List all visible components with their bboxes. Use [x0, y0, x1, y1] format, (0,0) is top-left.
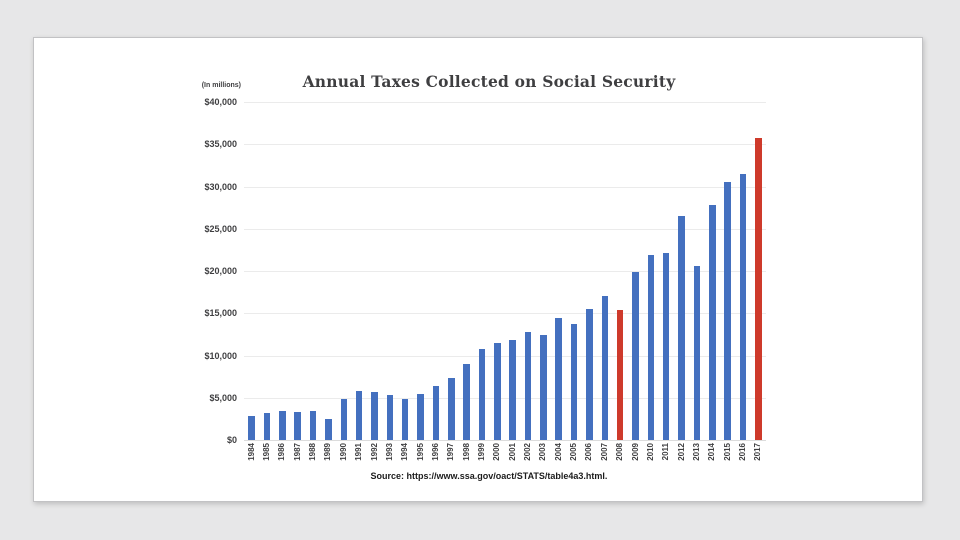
bar-1988	[310, 411, 317, 440]
gridline	[244, 398, 766, 399]
x-axis-tick-label: 1996	[430, 443, 440, 461]
x-axis-baseline	[244, 440, 766, 441]
bar-2013	[694, 266, 701, 440]
gridline	[244, 229, 766, 230]
x-axis-tick-label: 2002	[523, 443, 533, 461]
bar-2010	[648, 255, 655, 440]
x-axis-tick-label: 1990	[338, 443, 348, 461]
bar-1987	[294, 412, 301, 440]
x-axis-tick-label: 2003	[538, 443, 548, 461]
bar-2006	[586, 309, 593, 440]
x-axis-tick-label: 2001	[507, 443, 517, 461]
bar-2005	[571, 324, 578, 440]
bar-1994	[402, 399, 409, 440]
x-axis-tick-label: 2000	[492, 443, 502, 461]
bar-1984	[248, 416, 255, 440]
x-axis-tick-label: 2007	[599, 443, 609, 461]
y-axis-tick-label: $15,000	[204, 308, 237, 319]
y-axis-tick-label: $40,000	[204, 97, 237, 107]
bar-2012	[678, 216, 685, 440]
gridline	[244, 102, 766, 103]
x-axis-tick-label: 2015	[722, 443, 732, 461]
x-axis-tick-label: 2014	[707, 443, 717, 461]
x-axis-tick-label: 2005	[569, 443, 579, 461]
x-axis-tick-label: 2012	[676, 443, 686, 461]
bar-1997	[448, 378, 455, 440]
y-axis-tick-label: $25,000	[204, 223, 237, 234]
plot-area	[204, 97, 766, 461]
bar-2014	[709, 205, 716, 440]
bar-1993	[387, 395, 394, 440]
x-axis-tick-label: 1999	[476, 443, 486, 461]
bar-2001	[509, 340, 516, 440]
bar-1990	[341, 399, 348, 440]
y-axis-units-label: (In millions)	[201, 82, 241, 89]
source-citation: Source: https://www.ssa.gov/oact/STATS/table4a3.html.	[370, 471, 608, 481]
x-axis-tick-label: 2009	[630, 443, 640, 461]
bar-1989	[325, 419, 332, 440]
x-axis-tick-label: 1984	[246, 443, 256, 461]
bar-1991	[356, 391, 363, 440]
bar-2004	[555, 318, 562, 440]
chart-title: Annual Taxes Collected on Social Security	[302, 72, 676, 91]
bar-2009	[632, 272, 639, 440]
y-axis-tick-label: $35,000	[204, 139, 237, 150]
x-axis-tick-label: 1997	[446, 443, 456, 461]
bar-1995	[417, 394, 424, 440]
bar-2003	[540, 335, 547, 440]
x-axis-tick-label: 1992	[369, 443, 379, 461]
bar-1992	[371, 392, 378, 440]
y-axis-tick-label: $20,000	[204, 266, 237, 276]
y-axis-tick-label: $0	[226, 435, 237, 445]
bar-2002	[525, 332, 532, 440]
bar-2007	[602, 296, 609, 440]
bar-1999	[479, 349, 486, 440]
x-axis-tick-label: 1991	[354, 443, 364, 461]
x-axis-tick-label: 2006	[584, 443, 594, 461]
gridline	[244, 313, 766, 314]
bar-2008	[617, 310, 624, 440]
gridline	[244, 356, 766, 357]
x-axis-tick-label: 1987	[292, 443, 302, 461]
bar-1985	[264, 413, 271, 440]
x-axis-tick-label: 1986	[277, 443, 287, 461]
bar-1996	[433, 386, 440, 440]
gridline	[244, 271, 766, 272]
bar-1986	[279, 411, 286, 440]
slide-card	[33, 37, 923, 502]
gridline	[244, 144, 766, 145]
y-axis-tick-label: $10,000	[204, 350, 237, 361]
x-axis-tick-label: 2008	[615, 443, 625, 461]
x-axis-tick-label: 2017	[753, 443, 763, 461]
x-axis-tick-label: 2013	[691, 443, 701, 461]
bar-1998	[463, 364, 470, 440]
bar-2016	[740, 174, 747, 440]
x-axis-tick-label: 2011	[661, 443, 671, 461]
x-axis-tick-label: 1985	[262, 443, 272, 461]
x-axis-tick-label: 2010	[645, 443, 655, 461]
x-axis-tick-label: 1989	[323, 443, 333, 461]
x-axis-tick-label: 1993	[384, 443, 394, 461]
y-axis-tick-label: $30,000	[204, 181, 237, 192]
x-axis-tick-label: 1994	[400, 443, 410, 461]
x-axis-tick-label: 1998	[461, 443, 471, 461]
x-axis-tick-label: 1988	[308, 443, 318, 461]
x-axis-tick-label: 2004	[553, 443, 563, 461]
bar-2011	[663, 253, 670, 440]
x-axis-tick-label: 1995	[415, 443, 425, 461]
bar-2015	[724, 182, 731, 440]
x-axis-tick-label: 2016	[737, 443, 747, 461]
gridline	[244, 187, 766, 188]
bar-2000	[494, 343, 501, 440]
y-axis-tick-label: $5,000	[209, 392, 237, 403]
bar-2017	[755, 138, 762, 440]
